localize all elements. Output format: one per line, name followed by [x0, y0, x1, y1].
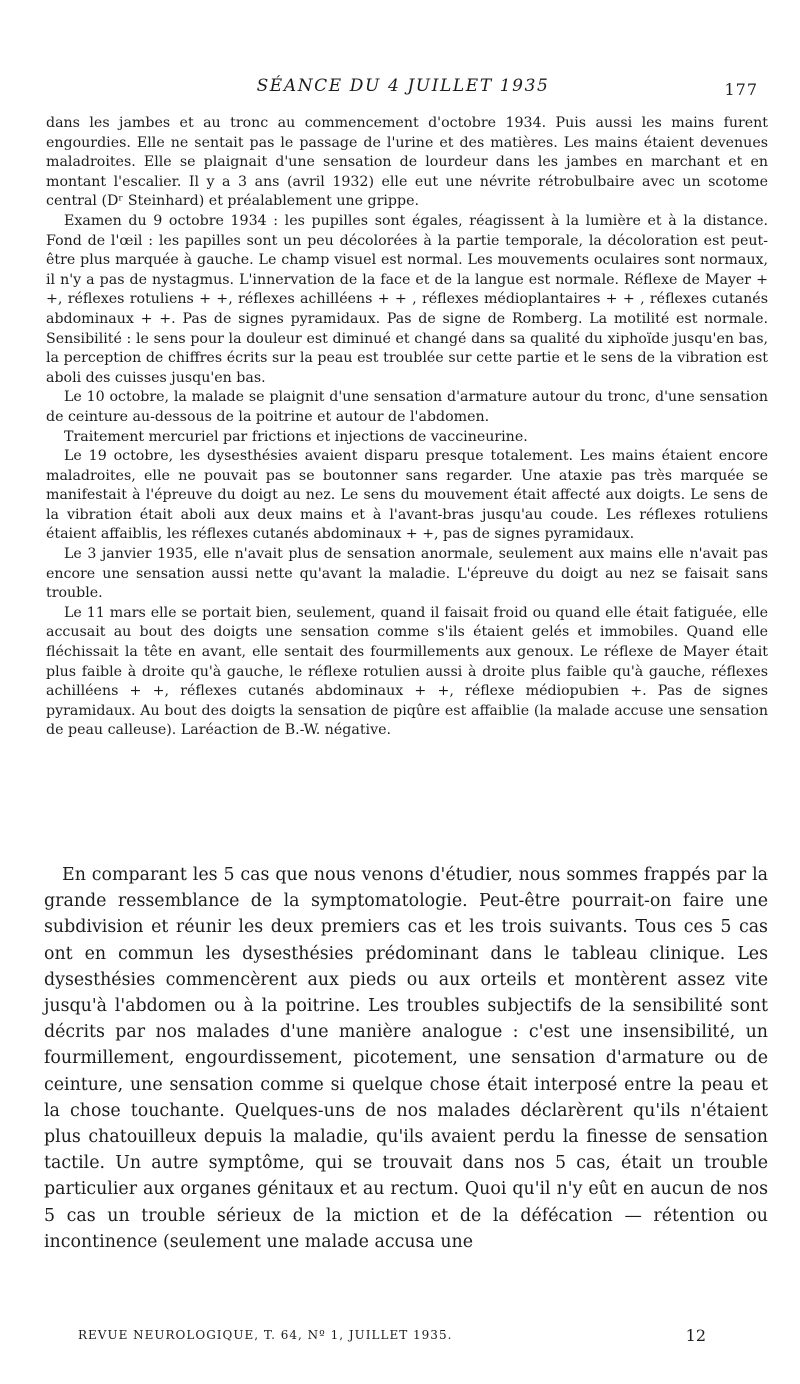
discussion-paragraph: En comparant les 5 cas que nous venons d'étudier, nous sommes frappés par la grande ressemblance de la symptomatologie. Peut-être pourrait-on faire une subdivision et réunir les deux premiers cas et les trois suivants. Tous ces 5 cas ont en commun les dysesthésies prédominant dans le tableau clinique. Les dysesthésies commencèrent aux pieds ou aux orteils et montèrent assez vite jusqu'à l'abdomen ou à la poitrine. Les troubles subjectifs de la sensibilité sont décrits par nos malades d'une manière analogue : c'est une insensibilité, un fourmillement, engourdissement, picotement, une sensation d'armature ou de ceinture, une sensation comme si quelque chose était interposé entre la peau et la chose touchante. Quelques-uns de nos malades déclarèrent qu'ils n'étaient plus chatouilleux depuis la maladie, qu'ils avaient perdu la finesse de sensation tactile. Un autre symptôme, qui se trouvait dans nos 5 cas, était un trouble particulier aux organes génitaux et au rectum. Quoi qu'il n'y eût en aucun de nos 5 cas un trouble sérieux de la miction et de la défécation — rétention ou incontinence (seulement une malade accusa une [44, 865, 768, 1252]
running-title: SÉANCE DU 4 JUILLET 1935 [256, 76, 550, 96]
running-head [48, 76, 758, 104]
case-paragraph: dans les jambes et au tronc au commencement d'octobre 1934. Puis aussi les mains furent engourdies. Elle ne sentait pas le passage de l'urine et des matières. Les mains étaient devenues maladroites. Elle se plaignait d'une sensation de lourdeur dans les jambes en marchant et en montant l'escalier. Il y a 3 ans (avril 1932) elle eut une névrite rétrobulbaire avec un scotome central (Dʳ Steinhard) et préalablement une grippe. [46, 115, 768, 210]
case-report-section [46, 114, 768, 741]
case-paragraph: Le 19 octobre, les dysesthésies avaient disparu presque totalement. Les mains étaient encore maladroites, elle ne pouvait pas se boutonner sans regarder. Une ataxie pas très marquée se manifestait à l'épreuve du doigt au nez. Le sens du mouvement était affecté aux doigts. Le sens de la vibration était aboli aux deux mains et à l'avant-bras jusqu'au coude. Les réflexes rotuliens étaient affaiblis, les réflexes cutanés abdominaux + +, pas de signes pyramidaux. [46, 448, 768, 543]
signature-mark: 12 [685, 1326, 706, 1345]
page-footer [78, 1326, 706, 1348]
case-paragraph: Examen du 9 octobre 1934 : les pupilles sont égales, réagissent à la lumière et à la distance. Fond de l'œil : les papilles sont un peu décolorées à la partie temporale, la décoloration est peut-être plus marquée à gauche. Le champ visuel est normal. Les mouvements oculaires sont normaux, il n'y a pas de nystagmus. L'innervation de la face et de la langue est normale. Réflexe de Mayer + +, réflexes rotuliens + +, réflexes achilléens + + , réflexes médioplantaires + + , réflexes cutanés abdominaux + +. Pas de signes pyramidaux. Pas de signe de Romberg. La motilité est normale. Sensibilité : le sens pour la douleur est diminué et changé dans sa qualité du xiphoïde jusqu'en bas, la perception de chiffres écrits sur la peau est troublée sur cette partie et le sens de la vibration est aboli des cuisses jusqu'en bas. [46, 212, 768, 386]
case-paragraph: Traitement mercuriel par frictions et injections de vaccineurine. [64, 428, 528, 445]
case-paragraph: Le 10 octobre, la malade se plaignit d'une sensation d'armature autour du tronc, d'une sensation de ceinture au-dessous de la poitrine et autour de l'abdomen. [46, 389, 768, 425]
journal-reference: REVUE NEUROLOGIQUE, T. 64, Nº 1, JUILLET 1935. [78, 1328, 453, 1342]
page-number: 177 [724, 80, 758, 99]
discussion-section [44, 862, 768, 1255]
case-paragraph: Le 11 mars elle se portait bien, seulement, quand il faisait froid ou quand elle était fatiguée, elle accusait au bout des doigts une sensation comme s'ils étaient gelés et immobiles. Quand elle fléchissait la tête en avant, elle sentait des fourmillements aux genoux. Le réflexe de Mayer était plus faible à droite qu'à gauche, le réflexe rotulien aussi à droite plus faible qu'à gauche, réflexes achilléens + +, réflexes cutanés abdominaux + +, réflexe médiopubien +. Pas de signes pyramidaux. Au bout des doigts la sensation de piqûre est affaiblie (la malade accuse une sensation de peau calleuse). Laréaction de B.-W. négative. [46, 604, 768, 739]
case-paragraph: Le 3 janvier 1935, elle n'avait plus de sensation anormale, seulement aux mains elle n'avait pas encore une sensation aussi nette qu'avant la maladie. L'épreuve du doigt au nez se faisait sans trouble. [46, 546, 768, 602]
